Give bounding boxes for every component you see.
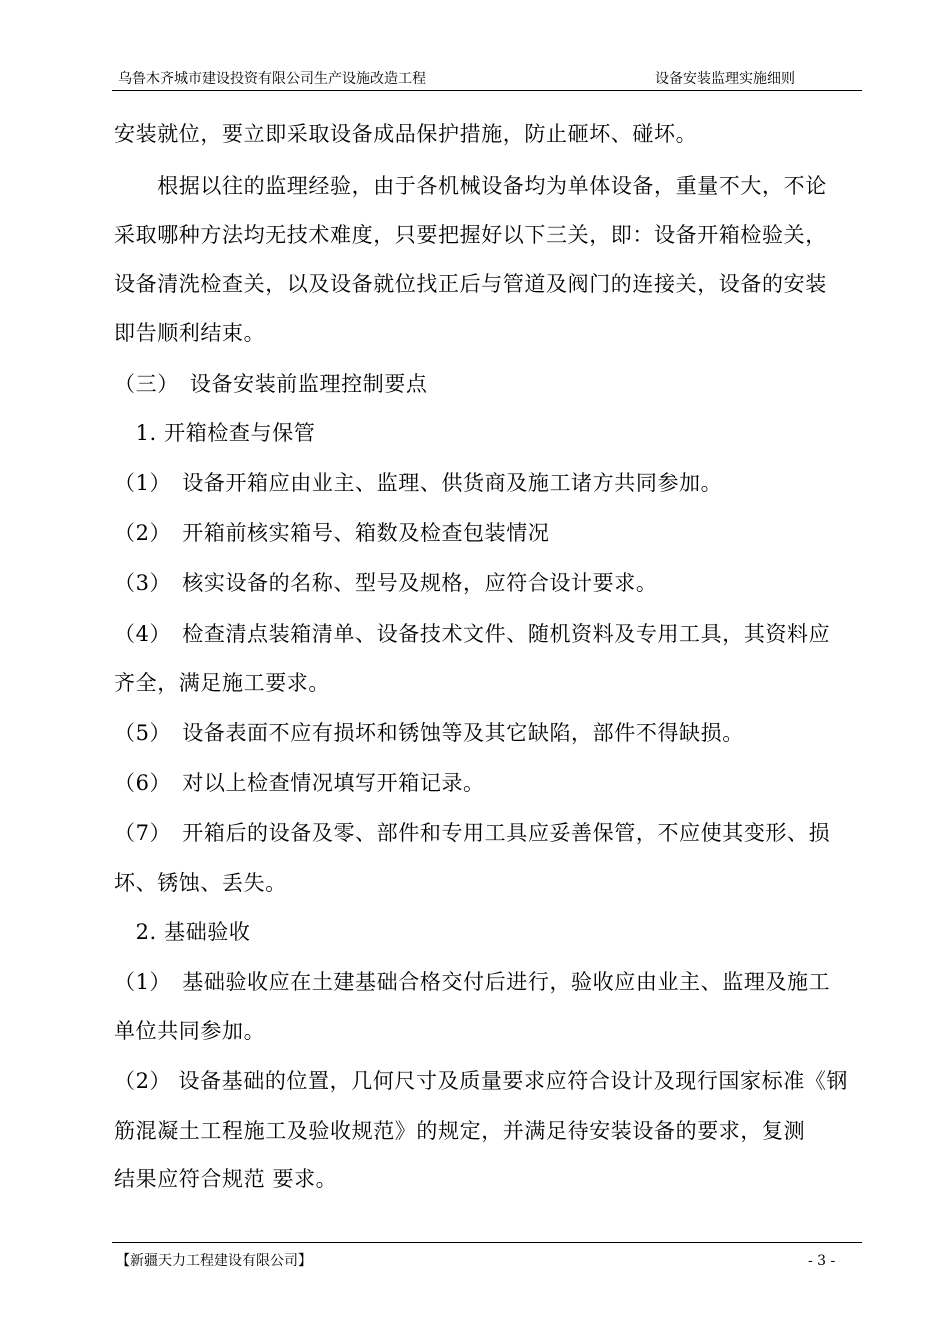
page-number: - 3 -	[808, 1253, 836, 1269]
list-item: （5） 设备表面不应有损坏和锈蚀等及其它缺陷，部件不得缺损。	[114, 721, 744, 745]
list-item: （2） 开箱前核实箱号、箱数及检查包装情况	[114, 521, 550, 545]
list-item: （2） 设备基础的位置，几何尺寸及质量要求应符合设计及现行国家标准《钢	[114, 1069, 849, 1093]
list-item-continuation: 坏、锈蚀、丢失。	[114, 871, 287, 895]
list-item: （6） 对以上检查情况填写开箱记录。	[114, 771, 485, 795]
list-item-continuation: 结果应符合规范 要求。	[114, 1167, 338, 1191]
body-line: 根据以往的监理经验，由于各机械设备均为单体设备，重量不大，不论	[114, 174, 827, 198]
header-rule	[112, 90, 862, 91]
subsection-heading: 1. 开箱检查与保管	[114, 421, 316, 445]
section-heading: （三） 设备安装前监理控制要点	[114, 372, 428, 396]
list-item-continuation: 筋混凝土工程施工及验收规范》的规定，并满足待安装设备的要求，复测	[114, 1119, 806, 1143]
list-item: （1） 设备开箱应由业主、监理、供货商及施工诸方共同参加。	[114, 471, 723, 495]
footer-rule	[112, 1242, 862, 1243]
list-item-continuation: 齐全，满足施工要求。	[114, 671, 330, 695]
list-item-continuation: 单位共同参加。	[114, 1019, 266, 1043]
body-line: 即告顺利结束。	[114, 321, 266, 345]
body-line: 采取哪种方法均无技术难度，只要把握好以下三关，即：设备开箱检验关，	[114, 223, 827, 247]
list-item: （4） 检查清点装箱清单、设备技术文件、随机资料及专用工具，其资料应	[114, 622, 831, 646]
page-footer-company: 【新疆天力工程建设有限公司】	[116, 1253, 312, 1269]
subsection-heading: 2. 基础验收	[114, 920, 251, 944]
list-item: （1） 基础验收应在土建基础合格交付后进行，验收应由业主、监理及施工	[114, 970, 831, 994]
body-line: 安装就位，要立即采取设备成品保护措施，防止砸坏、碰坏。	[114, 122, 698, 146]
list-item: （3） 核实设备的名称、型号及规格，应符合设计要求。	[114, 571, 658, 595]
page-header-right: 设备安装监理实施细则	[655, 71, 795, 87]
body-line: 设备清洗检查关，以及设备就位找正后与管道及阀门的连接关，设备的安装	[114, 272, 827, 296]
list-item: （7） 开箱后的设备及零、部件和专用工具应妥善保管，不应使其变形、损	[114, 821, 831, 845]
page-header-left: 乌鲁木齐城市建设投资有限公司生产设施改造工程	[118, 71, 426, 87]
